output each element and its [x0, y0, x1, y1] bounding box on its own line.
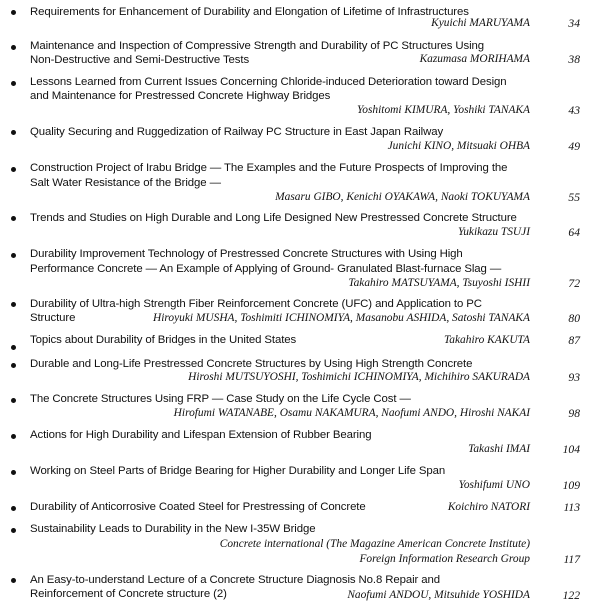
page-number: 72 — [568, 277, 580, 290]
article-title-line[interactable]: Durability Improvement Technology of Prestressed Concrete Structures with Using High — [30, 248, 463, 260]
bullet-icon — [11, 216, 16, 221]
bullet-icon — [11, 528, 16, 533]
page-number: 55 — [568, 191, 580, 204]
article-authors: Concrete international (The Magazine American Concrete Institute) — [219, 538, 530, 550]
article-authors: Yukikazu TSUJI — [457, 226, 530, 238]
article-title-line[interactable]: and Maintenance for Prestressed Concrete Highway Bridges — [30, 90, 331, 102]
article-authors: Hiroyuki MUSHA, Toshimiti ICHINOMIYA, Masanobu ASHIDA, Satoshi TANAKA — [153, 312, 530, 324]
page-number: 93 — [568, 371, 580, 384]
article-title-line[interactable]: Topics about Durability of Bridges in the United States — [30, 334, 297, 346]
article-title-line[interactable]: Actions for High Durability and Lifespan Extension of Rubber Bearing — [30, 429, 372, 441]
article-title-line[interactable]: Salt Water Resistance of the Bridge — — [30, 177, 221, 189]
bullet-icon — [11, 506, 16, 511]
page-number: 113 — [563, 501, 580, 514]
bullet-icon — [11, 81, 16, 86]
article-title-line[interactable]: Durability of Anticorrosive Coated Steel for Prestressing of Concrete — [30, 501, 366, 513]
article-authors: Hirofumi WATANABE, Osamu NAKAMURA, Naofumi ANDO, Hiroshi NAKAI — [173, 407, 530, 419]
article-title-line[interactable]: The Concrete Structures Using FRP — Case Study on the Life Cycle Cost — — [30, 393, 411, 405]
bullet-icon — [11, 434, 16, 439]
article-authors: Yoshitomi KIMURA, Yoshiki TANAKA — [357, 104, 530, 116]
article-title-line[interactable]: Maintenance and Inspection of Compressive Strength and Durability of PC Structures Using — [30, 40, 485, 52]
article-authors: Takashi IMAI — [468, 443, 530, 455]
article-title-line[interactable]: Construction Project of Irabu Bridge — The Examples and the Future Prospects of Improving the — [30, 162, 508, 174]
article-title-line[interactable]: Lessons Learned from Current Issues Concerning Chloride-induced Deterioration toward Design — [30, 76, 507, 88]
article-title-line[interactable]: Requirements for Enhancement of Durability and Elongation of Lifetime of Infrastructures — [30, 6, 469, 18]
page-number: 43 — [568, 104, 580, 117]
article-title-line[interactable]: Structure — [30, 312, 76, 324]
page-number: 117 — [563, 553, 580, 566]
bullet-icon — [11, 363, 16, 368]
page-number: 38 — [568, 53, 580, 66]
article-authors: Takahiro MATSUYAMA, Tsuyoshi ISHII — [348, 277, 530, 289]
article-title-line[interactable]: Working on Steel Parts of Bridge Bearing for Higher Durability and Longer Life Span — [30, 465, 446, 477]
article-authors: Naofumi ANDOU, Mitsuhide YOSHIDA — [347, 589, 530, 601]
bullet-icon — [11, 45, 16, 50]
article-title-line[interactable]: Non-Destructive and Semi-Destructive Tests — [30, 54, 250, 66]
article-authors: Masaru GIBO, Kenichi OYAKAWA, Naoki TOKUYAMA — [275, 191, 530, 203]
article-title-line[interactable]: Trends and Studies on High Durable and Long Life Designed New Prestressed Concrete Structure — [30, 212, 517, 224]
article-authors: Kazumasa MORIHAMA — [419, 53, 530, 65]
article-title-line[interactable]: Durable and Long-Life Prestressed Concrete Structures by Using High Strength Concrete — [30, 358, 473, 370]
article-title-line[interactable]: Quality Securing and Ruggedization of Railway PC Structure in East Japan Railway — [30, 126, 444, 138]
article-authors: Koichiro NATORI — [447, 501, 530, 513]
page-number: 49 — [568, 140, 580, 153]
article-authors: Hiroshi MUTSUYOSHI, Toshimichi ICHINOMIYA, Michihiro SAKURADA — [188, 371, 530, 383]
article-title-line[interactable]: An Easy-to-understand Lecture of a Concrete Structure Diagnosis No.8 Repair and — [30, 574, 440, 586]
article-authors: Kyuichi MARUYAMA — [431, 17, 530, 29]
page-number: 87 — [568, 334, 580, 347]
article-title-line[interactable]: Reinforcement of Concrete structure (2) — [30, 588, 227, 600]
page-number: 80 — [568, 312, 580, 325]
article-authors: Yoshifumi UNO — [458, 479, 530, 491]
page-number: 104 — [562, 443, 580, 456]
page-number: 98 — [568, 407, 580, 420]
page-number: 109 — [562, 479, 580, 492]
page-number: 122 — [562, 589, 580, 602]
article-authors: Foreign Information Research Group — [359, 553, 530, 565]
bullet-icon — [11, 398, 16, 403]
article-authors: Takahiro KAKUTA — [444, 334, 530, 346]
bullet-icon — [11, 167, 16, 172]
bullet-icon — [11, 130, 16, 135]
bullet-icon — [11, 345, 16, 350]
bullet-icon — [11, 10, 16, 15]
article-title-line[interactable]: Durability of Ultra-high Strength Fiber Reinforcement Concrete (UFC) and Application to PC — [30, 298, 482, 310]
bullet-icon — [11, 578, 16, 583]
page-number: 34 — [568, 17, 580, 30]
page-number: 64 — [568, 226, 580, 239]
article-title-line[interactable]: Performance Concrete — An Example of Applying of Ground- Granulated Blast-furnace Slag — — [30, 263, 502, 275]
bullet-icon — [11, 253, 16, 258]
bullet-icon — [11, 302, 16, 307]
bullet-icon — [11, 470, 16, 475]
article-authors: Junichi KINO, Mitsuaki OHBA — [387, 140, 530, 152]
article-title-line[interactable]: Sustainability Leads to Durability in the New I-35W Bridge — [30, 523, 316, 535]
